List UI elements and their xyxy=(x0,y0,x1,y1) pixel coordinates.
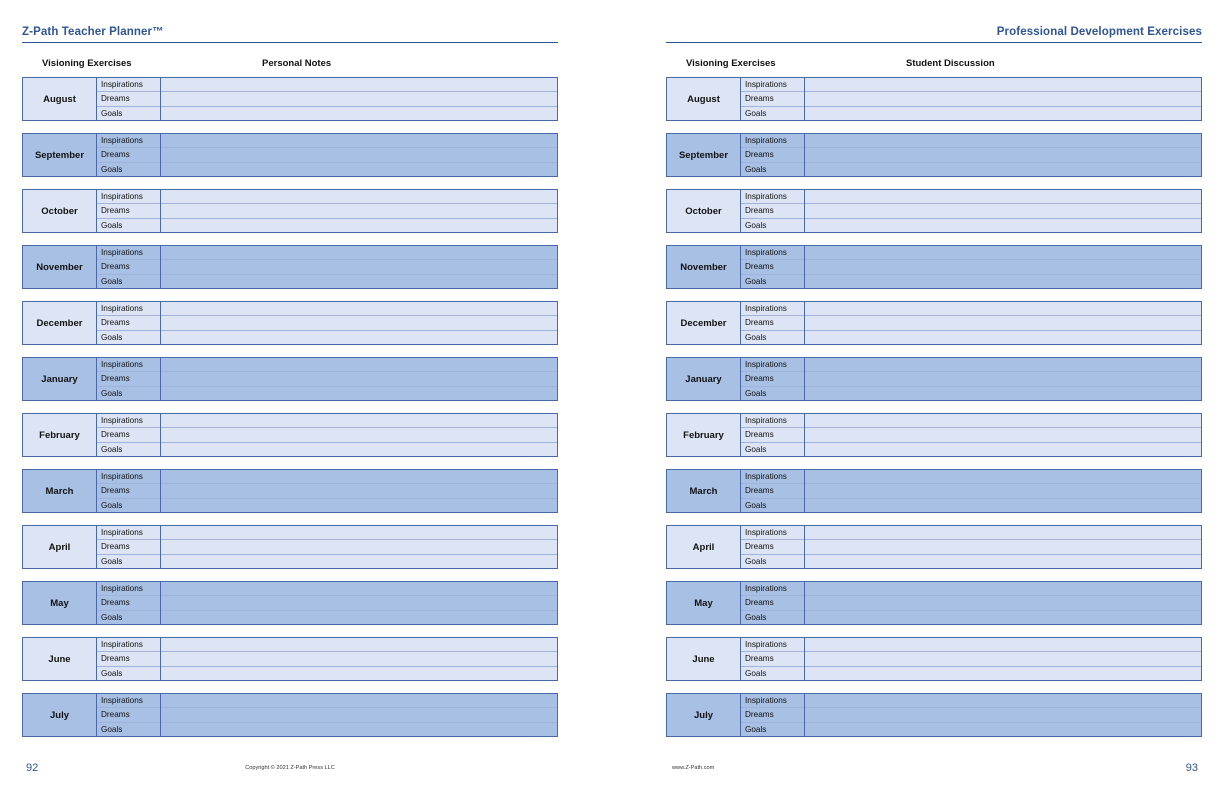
write-line[interactable] xyxy=(805,638,1201,652)
write-line[interactable] xyxy=(805,190,1201,204)
write-area[interactable] xyxy=(161,190,557,232)
write-line[interactable] xyxy=(161,611,557,624)
write-line[interactable] xyxy=(161,596,557,610)
month-label: December xyxy=(23,302,97,344)
month-label: September xyxy=(23,134,97,176)
row-label: Goals xyxy=(745,500,767,510)
month-block xyxy=(666,525,1202,569)
row-label: Inspirations xyxy=(741,246,804,260)
row-label: Goals xyxy=(101,108,123,118)
right-header-title: Professional Development Exercises xyxy=(996,26,1202,38)
row-label-group xyxy=(97,470,161,512)
write-line[interactable] xyxy=(805,667,1201,680)
month-block xyxy=(666,469,1202,513)
row-label-group xyxy=(741,190,805,232)
row-label: Dreams xyxy=(741,708,804,722)
row-label-group xyxy=(97,414,161,456)
left-page-content xyxy=(22,18,558,774)
row-label: Goals xyxy=(745,444,767,454)
left-footer-note: Copyright © 2021 Z-Path Press LLC xyxy=(245,765,335,771)
write-line[interactable] xyxy=(161,78,557,92)
write-area[interactable] xyxy=(161,246,557,288)
row-label-group xyxy=(97,78,161,120)
row-label: Goals xyxy=(745,724,767,734)
write-area[interactable] xyxy=(161,638,557,680)
write-line[interactable] xyxy=(161,163,557,176)
write-line[interactable] xyxy=(805,596,1201,610)
row-label-group xyxy=(97,302,161,344)
row-label-group xyxy=(741,302,805,344)
write-line[interactable] xyxy=(161,387,557,400)
row-label-group xyxy=(741,582,805,624)
write-line[interactable] xyxy=(161,484,557,498)
row-label: Goals xyxy=(101,276,123,286)
write-line[interactable] xyxy=(161,246,557,260)
write-line[interactable] xyxy=(805,316,1201,330)
right-footer-note: www.Z-Path.com xyxy=(672,765,715,771)
month-block xyxy=(22,189,558,233)
write-line[interactable] xyxy=(805,708,1201,722)
row-label: Dreams xyxy=(741,652,804,666)
row-label: Goals xyxy=(745,556,767,566)
row-label: Inspirations xyxy=(741,78,804,92)
write-line[interactable] xyxy=(805,204,1201,218)
write-line[interactable] xyxy=(805,275,1201,288)
left-months-list xyxy=(22,77,558,737)
row-label: Dreams xyxy=(741,148,804,162)
row-label-group xyxy=(741,246,805,288)
write-line[interactable] xyxy=(805,723,1201,736)
row-label: Goals xyxy=(101,220,123,230)
row-label: Goals xyxy=(101,556,123,566)
row-label-group xyxy=(97,246,161,288)
month-block xyxy=(666,581,1202,625)
row-label: Goals xyxy=(101,500,123,510)
write-line[interactable] xyxy=(161,331,557,344)
month-block xyxy=(666,637,1202,681)
write-area[interactable] xyxy=(805,302,1201,344)
write-line[interactable] xyxy=(805,428,1201,442)
write-line[interactable] xyxy=(805,107,1201,120)
row-label-group xyxy=(741,638,805,680)
month-label: June xyxy=(667,638,741,680)
write-line[interactable] xyxy=(161,92,557,106)
row-label: Inspirations xyxy=(741,302,804,316)
write-line[interactable] xyxy=(161,652,557,666)
write-line[interactable] xyxy=(161,414,557,428)
month-block xyxy=(666,413,1202,457)
row-label: Goals xyxy=(745,668,767,678)
write-area[interactable] xyxy=(161,582,557,624)
month-block xyxy=(22,77,558,121)
write-area[interactable] xyxy=(161,358,557,400)
row-label: Dreams xyxy=(741,484,804,498)
write-area[interactable] xyxy=(805,470,1201,512)
row-label: Inspirations xyxy=(741,638,804,652)
write-line[interactable] xyxy=(161,723,557,736)
write-line[interactable] xyxy=(161,260,557,274)
row-label: Goals xyxy=(101,444,123,454)
write-line[interactable] xyxy=(161,316,557,330)
write-area[interactable] xyxy=(161,78,557,120)
month-block xyxy=(22,245,558,289)
month-label: October xyxy=(23,190,97,232)
row-label: Inspirations xyxy=(97,134,160,148)
right-page-content xyxy=(666,18,1202,774)
write-line[interactable] xyxy=(805,470,1201,484)
right-months-list xyxy=(666,77,1202,737)
row-label: Inspirations xyxy=(741,694,804,708)
write-line[interactable] xyxy=(805,499,1201,512)
month-label: May xyxy=(667,582,741,624)
row-label: Dreams xyxy=(97,148,160,162)
right-column-headings xyxy=(666,55,1202,75)
month-block xyxy=(22,357,558,401)
month-label: August xyxy=(23,78,97,120)
write-line[interactable] xyxy=(805,555,1201,568)
row-label: Goals xyxy=(745,388,767,398)
row-label: Inspirations xyxy=(741,190,804,204)
row-label: Dreams xyxy=(741,540,804,554)
right-page xyxy=(612,0,1224,792)
row-label: Dreams xyxy=(97,92,160,106)
month-label: November xyxy=(667,246,741,288)
row-label: Goals xyxy=(101,332,123,342)
write-area[interactable] xyxy=(805,78,1201,120)
write-area[interactable] xyxy=(805,134,1201,176)
month-block xyxy=(666,357,1202,401)
write-area[interactable] xyxy=(161,526,557,568)
write-line[interactable] xyxy=(805,582,1201,596)
write-line[interactable] xyxy=(805,540,1201,554)
right-col-head-discussion: Student Discussion xyxy=(906,58,995,69)
write-line[interactable] xyxy=(805,219,1201,232)
row-label: Goals xyxy=(745,332,767,342)
month-block xyxy=(666,133,1202,177)
month-label: January xyxy=(23,358,97,400)
month-label: February xyxy=(667,414,741,456)
write-line[interactable] xyxy=(805,611,1201,624)
write-area[interactable] xyxy=(805,582,1201,624)
month-block xyxy=(22,693,558,737)
month-block xyxy=(22,525,558,569)
row-label-group xyxy=(741,414,805,456)
row-label: Goals xyxy=(745,276,767,286)
row-label-group xyxy=(741,134,805,176)
write-line[interactable] xyxy=(805,302,1201,316)
row-label-group xyxy=(97,190,161,232)
write-line[interactable] xyxy=(161,667,557,680)
row-label: Dreams xyxy=(741,316,804,330)
write-line[interactable] xyxy=(805,78,1201,92)
write-line[interactable] xyxy=(161,275,557,288)
row-label: Inspirations xyxy=(97,694,160,708)
left-header-title: Z-Path Teacher Planner™ xyxy=(22,26,164,38)
month-block xyxy=(666,301,1202,345)
row-label: Inspirations xyxy=(97,582,160,596)
month-label: April xyxy=(23,526,97,568)
write-line[interactable] xyxy=(805,246,1201,260)
month-label: July xyxy=(23,694,97,736)
row-label-group xyxy=(741,470,805,512)
row-label: Dreams xyxy=(741,428,804,442)
write-line[interactable] xyxy=(161,428,557,442)
row-label: Dreams xyxy=(97,204,160,218)
row-label: Goals xyxy=(745,220,767,230)
row-label: Inspirations xyxy=(97,246,160,260)
row-label: Inspirations xyxy=(741,526,804,540)
row-label: Inspirations xyxy=(741,470,804,484)
row-label-group xyxy=(97,134,161,176)
month-label: March xyxy=(23,470,97,512)
write-line[interactable] xyxy=(805,163,1201,176)
row-label: Inspirations xyxy=(97,78,160,92)
write-area[interactable] xyxy=(805,246,1201,288)
month-label: October xyxy=(667,190,741,232)
write-area[interactable] xyxy=(161,414,557,456)
month-block xyxy=(22,469,558,513)
row-label: Dreams xyxy=(97,708,160,722)
row-label: Inspirations xyxy=(741,414,804,428)
write-area[interactable] xyxy=(805,358,1201,400)
right-page-footer xyxy=(666,754,1202,774)
write-line[interactable] xyxy=(805,331,1201,344)
row-label: Inspirations xyxy=(741,582,804,596)
write-line[interactable] xyxy=(161,302,557,316)
write-line[interactable] xyxy=(805,694,1201,708)
month-block xyxy=(22,301,558,345)
row-label: Goals xyxy=(101,164,123,174)
write-line[interactable] xyxy=(161,499,557,512)
left-col-head-notes: Personal Notes xyxy=(262,58,332,69)
month-label: March xyxy=(667,470,741,512)
row-label: Inspirations xyxy=(741,134,804,148)
month-label: November xyxy=(23,246,97,288)
write-area[interactable] xyxy=(805,526,1201,568)
write-line[interactable] xyxy=(805,652,1201,666)
month-label: December xyxy=(667,302,741,344)
row-label: Dreams xyxy=(97,596,160,610)
row-label-group xyxy=(97,638,161,680)
write-line[interactable] xyxy=(161,372,557,386)
write-line[interactable] xyxy=(805,387,1201,400)
row-label: Goals xyxy=(101,612,123,622)
row-label: Inspirations xyxy=(741,358,804,372)
month-block xyxy=(666,693,1202,737)
row-label: Dreams xyxy=(741,204,804,218)
row-label-group xyxy=(97,358,161,400)
write-line[interactable] xyxy=(161,134,557,148)
write-line[interactable] xyxy=(805,358,1201,372)
write-line[interactable] xyxy=(805,148,1201,162)
write-line[interactable] xyxy=(805,92,1201,106)
left-page-number: 92 xyxy=(26,762,39,774)
month-label: June xyxy=(23,638,97,680)
write-area[interactable] xyxy=(161,694,557,736)
row-label: Inspirations xyxy=(97,526,160,540)
row-label: Inspirations xyxy=(97,414,160,428)
write-area[interactable] xyxy=(161,134,557,176)
write-area[interactable] xyxy=(805,414,1201,456)
right-page-number: 93 xyxy=(1185,762,1198,774)
write-line[interactable] xyxy=(805,526,1201,540)
write-line[interactable] xyxy=(161,443,557,456)
month-label: January xyxy=(667,358,741,400)
write-line[interactable] xyxy=(805,443,1201,456)
left-column-headings xyxy=(22,55,558,75)
write-line[interactable] xyxy=(805,414,1201,428)
write-area[interactable] xyxy=(161,302,557,344)
row-label-group xyxy=(741,358,805,400)
month-block xyxy=(22,133,558,177)
write-line[interactable] xyxy=(805,372,1201,386)
row-label-group xyxy=(741,526,805,568)
month-label: February xyxy=(23,414,97,456)
write-area[interactable] xyxy=(805,694,1201,736)
row-label: Inspirations xyxy=(97,470,160,484)
right-col-head-visioning: Visioning Exercises xyxy=(686,58,776,69)
write-line[interactable] xyxy=(161,555,557,568)
row-label: Inspirations xyxy=(97,358,160,372)
write-line[interactable] xyxy=(161,470,557,484)
write-line[interactable] xyxy=(161,708,557,722)
write-line[interactable] xyxy=(161,582,557,596)
write-line[interactable] xyxy=(161,148,557,162)
write-area[interactable] xyxy=(805,638,1201,680)
row-label: Dreams xyxy=(97,484,160,498)
row-label-group xyxy=(741,78,805,120)
write-line[interactable] xyxy=(161,107,557,120)
left-page-footer xyxy=(22,754,558,774)
month-label: April xyxy=(667,526,741,568)
write-line[interactable] xyxy=(161,638,557,652)
month-label: May xyxy=(23,582,97,624)
write-area[interactable] xyxy=(805,190,1201,232)
month-block xyxy=(666,77,1202,121)
write-line[interactable] xyxy=(805,134,1201,148)
month-block xyxy=(22,581,558,625)
month-block xyxy=(22,413,558,457)
row-label: Dreams xyxy=(741,596,804,610)
write-line[interactable] xyxy=(805,260,1201,274)
row-label: Inspirations xyxy=(97,638,160,652)
month-block xyxy=(666,189,1202,233)
row-label: Dreams xyxy=(97,372,160,386)
row-label: Goals xyxy=(745,612,767,622)
row-label: Goals xyxy=(745,108,767,118)
row-label: Dreams xyxy=(97,316,160,330)
write-line[interactable] xyxy=(161,540,557,554)
month-label: September xyxy=(667,134,741,176)
write-line[interactable] xyxy=(161,190,557,204)
row-label-group xyxy=(97,694,161,736)
write-line[interactable] xyxy=(161,204,557,218)
row-label: Goals xyxy=(745,164,767,174)
row-label-group xyxy=(97,582,161,624)
row-label: Inspirations xyxy=(97,302,160,316)
row-label: Dreams xyxy=(97,260,160,274)
row-label: Inspirations xyxy=(97,190,160,204)
write-line[interactable] xyxy=(805,484,1201,498)
row-label: Goals xyxy=(101,388,123,398)
row-label: Dreams xyxy=(97,540,160,554)
month-label: August xyxy=(667,78,741,120)
row-label: Dreams xyxy=(741,92,804,106)
write-area[interactable] xyxy=(161,470,557,512)
row-label: Dreams xyxy=(97,652,160,666)
write-line[interactable] xyxy=(161,694,557,708)
month-block xyxy=(22,637,558,681)
row-label: Dreams xyxy=(741,260,804,274)
left-col-head-visioning: Visioning Exercises xyxy=(42,58,132,69)
right-page-header xyxy=(666,18,1202,43)
month-block xyxy=(666,245,1202,289)
left-page-header xyxy=(22,18,558,43)
row-label-group xyxy=(97,526,161,568)
row-label: Dreams xyxy=(741,372,804,386)
row-label: Goals xyxy=(101,668,123,678)
row-label: Goals xyxy=(101,724,123,734)
month-label: July xyxy=(667,694,741,736)
row-label-group xyxy=(741,694,805,736)
row-label: Dreams xyxy=(97,428,160,442)
write-line[interactable] xyxy=(161,526,557,540)
write-line[interactable] xyxy=(161,358,557,372)
write-line[interactable] xyxy=(161,219,557,232)
